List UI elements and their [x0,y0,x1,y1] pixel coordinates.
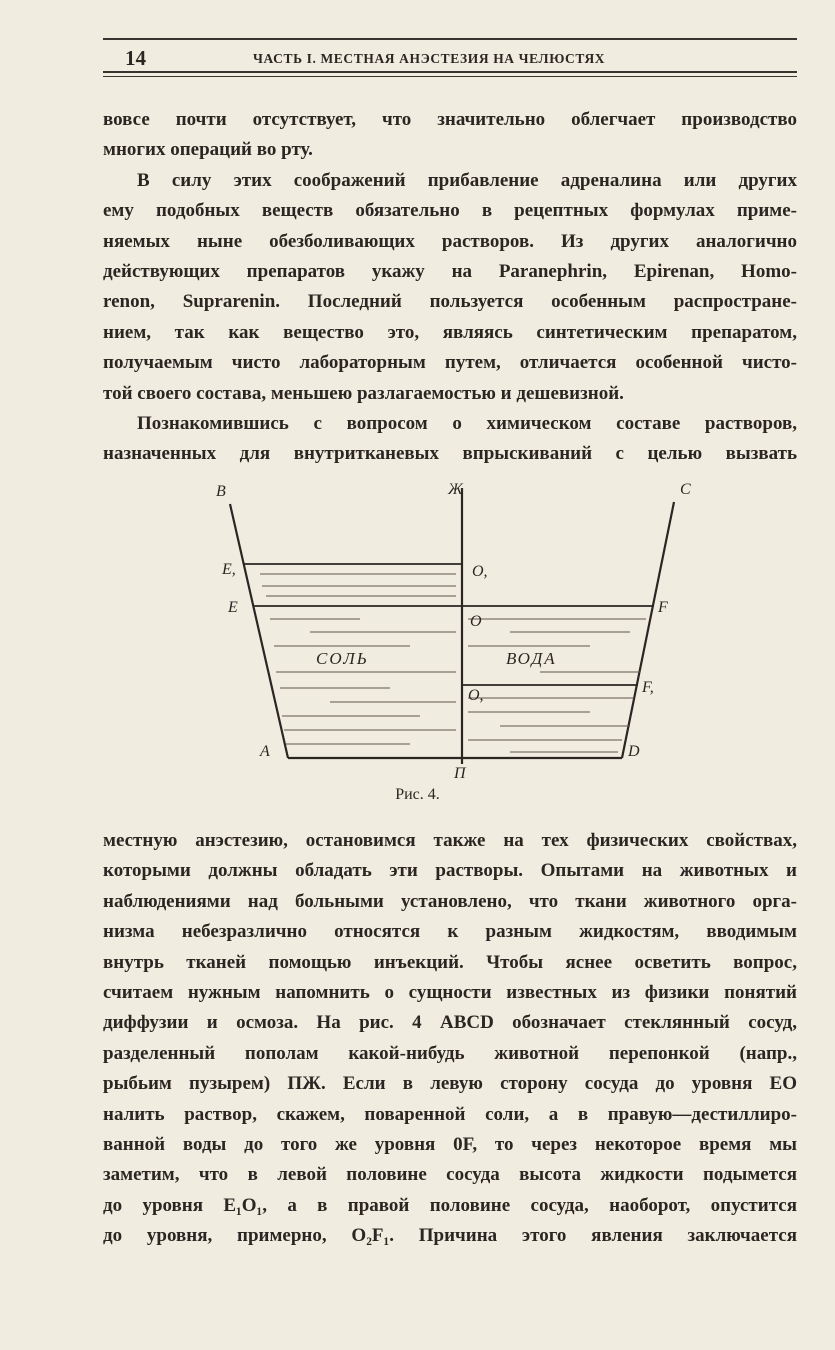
text-line: местную анэстезию, остановимся также на тех физических свойствах, [103,830,797,851]
label-b: В [216,483,226,500]
text-line: до уровня E₁O₁, а в правой половине сосуда, наоборот, опустится [103,1194,797,1216]
label-zh: Ж [448,481,463,498]
label-e1: Е, [222,561,236,578]
text-line: рыбьим пузырем) ПЖ. Если в левую сторону сосуда до уровня EO [103,1073,797,1095]
text-line: считаем нужным напомнить о сущности известных из физики понятий [103,981,797,1003]
page-header [103,46,797,72]
text-line: диффузии и осмоза. На рис. 4 ABCD обозначает стеклянный сосуд, [103,1012,797,1034]
text-line: В силу этих соображений прибавление адреналина или других [137,169,797,191]
label-d: D [628,743,640,760]
running-head: ЧАСТЬ I. МЕСТНАЯ АНЭСТЕЗИЯ НА ЧЕЛЮСТЯХ [253,51,606,66]
text-line: ему подобных веществ обязательно в рецептных формулах приме- [103,200,797,222]
text-line: Познакомившись с вопросом о химическом составе растворов, [137,412,797,434]
figure-4-diagram [210,474,700,784]
label-c: С [680,481,691,498]
top-text [103,105,797,470]
text-line: действующих препаратов укажу на Paranephrin, Epirenan, Homo- [103,260,797,282]
text-line: налить раствор, скажем, поваренной соли, а в правую—дестиллиро- [103,1103,797,1125]
label-p: П [454,765,466,782]
text-line: нием, так как вещество это, являясь синтетическим препаратом, [103,321,797,343]
text-line: ванной воды до того же уровня 0F, то через некоторое время мы [103,1133,797,1155]
label-o: О [470,613,482,630]
levels [244,564,654,685]
vessel-walls [230,488,674,764]
label-e: Е [228,599,238,616]
vessel-left-wall [230,504,288,758]
text-line: наблюдениями над больными установлено, что ткани животного орга- [103,890,797,912]
bottom-text [103,826,797,1251]
text-line: низма небезразлично относятся к разным жидкостям, вводимым [103,921,797,943]
vessel-right-wall [622,502,674,758]
label-o2: О, [468,687,484,704]
label-a: А [260,743,270,760]
label-salt: СОЛЬ [316,649,369,668]
header-rule-top [103,38,797,40]
figure-caption: Рис. 4. [395,786,440,803]
label-o1: О, [472,563,488,580]
label-f1: F, [642,679,654,696]
label-f: F [658,599,668,616]
text-line: многих операций во рту. [103,139,313,161]
text-line: получаемым чисто лабораторным путем, отличается особенной чисто- [103,352,797,374]
text-line: няемых ныне обезболивающих растворов. Из других аналогично [103,230,797,252]
label-water: ВОДА [506,649,557,668]
page-number: 14 [125,46,146,70]
text-line: вовсе почти отсутствует, что значительно облегчает производство [103,109,797,130]
text-line: которыми должны обладать эти растворы. Опытами на животных и [103,860,797,882]
text-line: renon, Suprarenin. Последний пользуется особенным распростране- [103,291,797,313]
text-line: разделенный пополам какой-нибудь животной перепонкой (напр., [103,1042,797,1064]
header-rule-bottom-thin [103,76,797,77]
header-rule-bottom [103,71,797,73]
text-line: той своего состава, меньшею разлагаемостью и дешевизной. [103,382,624,404]
text-line: заметим, что в левой половине сосуда высота жидкости подымется [103,1164,797,1186]
text-line: назначенных для внутритканевых впрыскиваний с целью вызвать [103,443,797,465]
text-line: внутрь тканей помощью инъекций. Чтобы яснее осветить вопрос, [103,951,797,973]
text-line: до уровня, примерно, O₂F₁. Причина этого явления заключается [103,1225,797,1247]
